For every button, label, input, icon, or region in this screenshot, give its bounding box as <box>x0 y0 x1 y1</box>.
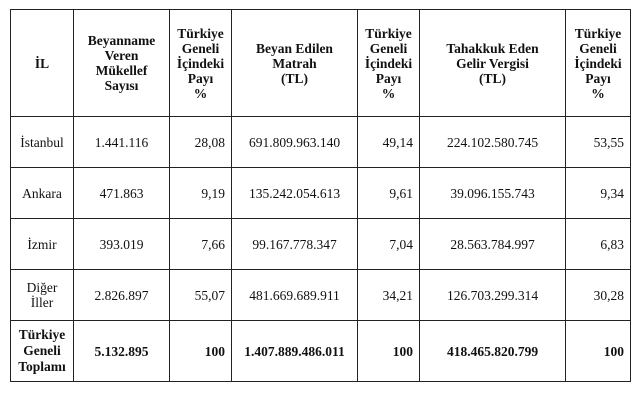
cell-pay-1: 9,19 <box>170 168 232 219</box>
cell-matrah: 99.167.778.347 <box>232 219 358 270</box>
table-row <box>11 117 631 168</box>
header-matrah: Beyan Edilen Matrah (TL) <box>232 10 358 117</box>
table-row <box>11 270 631 321</box>
header-row <box>11 10 631 117</box>
cell-matrah: 691.809.963.140 <box>232 117 358 168</box>
cell-matrah-total: 1.407.889.486.011 <box>232 321 358 382</box>
cell-vergi: 224.102.580.745 <box>420 117 566 168</box>
header-pay-1: Türkiye Geneli İçindeki Payı % <box>170 10 232 117</box>
cell-pay-1: 7,66 <box>170 219 232 270</box>
cell-il: İzmir <box>11 219 74 270</box>
cell-mukellef: 393.019 <box>74 219 170 270</box>
tax-table-container <box>10 9 631 382</box>
header-pay-2: Türkiye Geneli İçindeki Payı % <box>358 10 420 117</box>
cell-mukellef-total: 5.132.895 <box>74 321 170 382</box>
total-row <box>11 321 631 382</box>
cell-mukellef: 2.826.897 <box>74 270 170 321</box>
cell-mukellef: 471.863 <box>74 168 170 219</box>
cell-il: İstanbul <box>11 117 74 168</box>
cell-vergi: 28.563.784.997 <box>420 219 566 270</box>
table-row <box>11 219 631 270</box>
cell-pay-3: 53,55 <box>566 117 631 168</box>
cell-pay-3: 6,83 <box>566 219 631 270</box>
header-mukellef-sayisi: Beyanname Veren Mükellef Sayısı <box>74 10 170 117</box>
header-gelir-vergisi: Tahakkuk Eden Gelir Vergisi (TL) <box>420 10 566 117</box>
cell-pay-3: 9,34 <box>566 168 631 219</box>
cell-vergi-total: 418.465.820.799 <box>420 321 566 382</box>
cell-pay-1-total: 100 <box>170 321 232 382</box>
tax-statistics-table <box>10 9 631 382</box>
cell-matrah: 481.669.689.911 <box>232 270 358 321</box>
cell-pay-2: 9,61 <box>358 168 420 219</box>
table-row <box>11 168 631 219</box>
cell-vergi: 126.703.299.314 <box>420 270 566 321</box>
cell-matrah: 135.242.054.613 <box>232 168 358 219</box>
cell-pay-3-total: 100 <box>566 321 631 382</box>
cell-pay-1: 55,07 <box>170 270 232 321</box>
cell-pay-1: 28,08 <box>170 117 232 168</box>
cell-il: Diğer İller <box>11 270 74 321</box>
header-il: İL <box>11 10 74 117</box>
cell-mukellef: 1.441.116 <box>74 117 170 168</box>
header-pay-3: Türkiye Geneli İçindeki Payı % <box>566 10 631 117</box>
cell-il-total: Türkiye Geneli Toplamı <box>11 321 74 382</box>
cell-pay-3: 30,28 <box>566 270 631 321</box>
cell-pay-2: 49,14 <box>358 117 420 168</box>
cell-pay-2: 7,04 <box>358 219 420 270</box>
cell-pay-2: 34,21 <box>358 270 420 321</box>
cell-pay-2-total: 100 <box>358 321 420 382</box>
cell-il: Ankara <box>11 168 74 219</box>
cell-vergi: 39.096.155.743 <box>420 168 566 219</box>
